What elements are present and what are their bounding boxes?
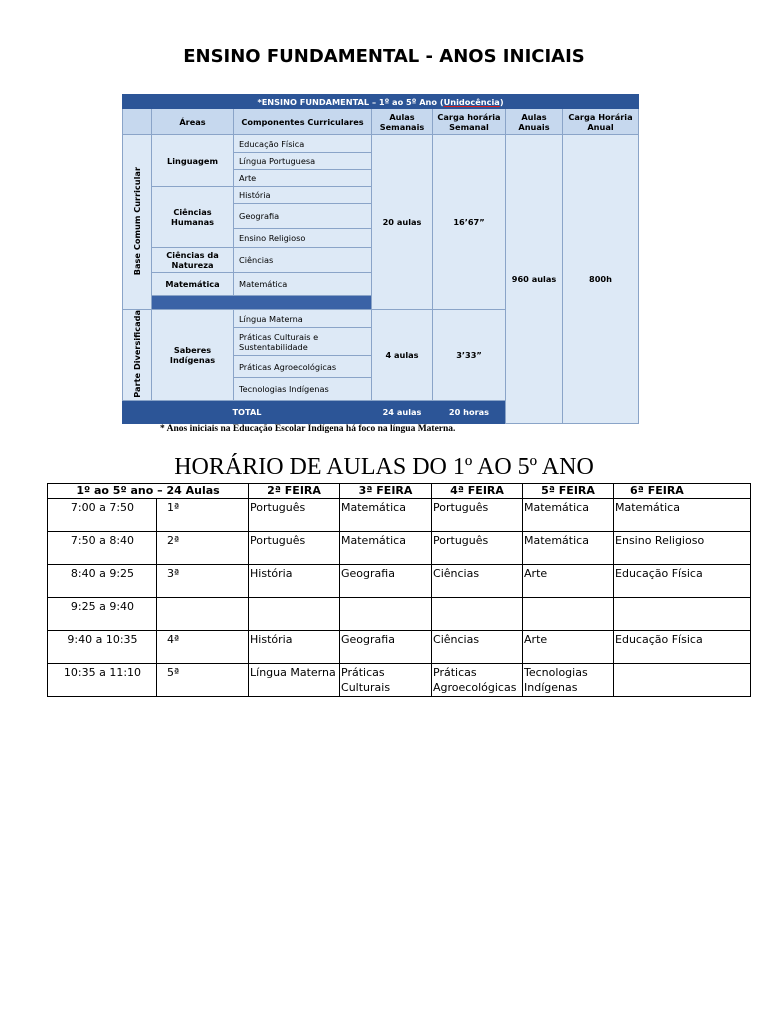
col-carga-anual: Carga Horária Anual	[563, 109, 639, 135]
total-label: TOTAL	[123, 400, 372, 423]
comp-praticas-agro: Práticas Agroecológicas	[234, 355, 372, 377]
aulas-anuais: 960 aulas	[506, 135, 563, 424]
comp-ensino-religioso: Ensino Religioso	[234, 229, 372, 248]
curriculum-banner: *ENSINO FUNDAMENTAL – 1º ao 5º Ano (Unidocência)	[123, 95, 639, 109]
parte-diversificada-label: Parte Diversificada	[132, 310, 142, 398]
schedule-header-qui: 5ª FEIRA	[523, 484, 614, 499]
comp-matematica: Matemática	[234, 273, 372, 296]
col-aulas-anuais: Aulas Anuais	[506, 109, 563, 135]
parte-carga-semanal: 3’33”	[433, 310, 506, 401]
footnote: * Anos iniciais na Educação Escolar Indígena há foco na língua Materna.	[160, 424, 456, 434]
table-row: 7:00 a 7:50 1ª Português Matemática Português Matemática Matemática	[48, 499, 751, 532]
comp-lingua-materna: Língua Materna	[234, 310, 372, 328]
area-matematica: Matemática	[152, 273, 234, 296]
table-row: 8:40 a 9:25 3ª História Geografia Ciências Arte Educação Física	[48, 565, 751, 598]
comp-praticas-culturais: Práticas Culturais e Sustentabilidade	[234, 328, 372, 356]
schedule-header-seg: 2ª FEIRA	[249, 484, 340, 499]
comp-educacao-fisica: Educação Física	[234, 135, 372, 153]
table-row: 9:25 a 9:40	[48, 598, 751, 631]
area-saberes-indigenas: Saberes Indígenas	[152, 310, 234, 401]
schedule-header-ter: 3ª FEIRA	[340, 484, 432, 499]
schedule-table	[47, 483, 751, 697]
area-ciencias-humanas: Ciências Humanas	[152, 187, 234, 248]
col-componentes: Componentes Curriculares	[234, 109, 372, 135]
comp-tecnologias: Tecnologias Indígenas	[234, 378, 372, 400]
schedule-title: HORÁRIO DE AULAS DO 1º AO 5º ANO	[174, 454, 594, 480]
comp-geografia: Geografia	[234, 204, 372, 229]
total-horas: 20 horas	[433, 400, 506, 423]
col-aulas-semanais: Aulas Semanais	[372, 109, 433, 135]
base-comum-label: Base Comum Curricular	[132, 166, 142, 276]
area-linguagem: Linguagem	[152, 135, 234, 187]
table-row: 9:40 a 10:35 4ª História Geografia Ciências Arte Educação Física	[48, 631, 751, 664]
table-row: 7:50 a 8:40 2ª Português Matemática Português Matemática Ensino Religioso	[48, 532, 751, 565]
carga-anual: 800h	[563, 135, 639, 424]
col-carga-semanal: Carga horária Semanal	[433, 109, 506, 135]
comp-ciencias: Ciências	[234, 248, 372, 273]
area-ciencias-natureza: Ciências da Natureza	[152, 248, 234, 273]
comp-lingua-portuguesa: Língua Portuguesa	[234, 153, 372, 170]
col-areas: Áreas	[152, 109, 234, 135]
table-row: 10:35 a 11:10 5ª Língua Materna Práticas Culturais Práticas Agroecológicas Tecnologias Indígenas	[48, 664, 751, 697]
schedule-header-qua: 4ª FEIRA	[432, 484, 523, 499]
base-aulas-semanais: 20 aulas	[372, 135, 433, 310]
schedule-header-sex: 6ª FEIRA	[614, 484, 751, 499]
base-carga-semanal: 16’67”	[433, 135, 506, 310]
curriculum-table	[122, 94, 639, 424]
comp-arte: Arte	[234, 170, 372, 187]
page-title: ENSINO FUNDAMENTAL - ANOS INICIAIS	[183, 46, 585, 67]
schedule-header-period: 1º ao 5º ano – 24 Aulas	[48, 484, 249, 499]
comp-historia: História	[234, 187, 372, 204]
total-aulas: 24 aulas	[372, 400, 433, 423]
parte-aulas-semanais: 4 aulas	[372, 310, 433, 401]
